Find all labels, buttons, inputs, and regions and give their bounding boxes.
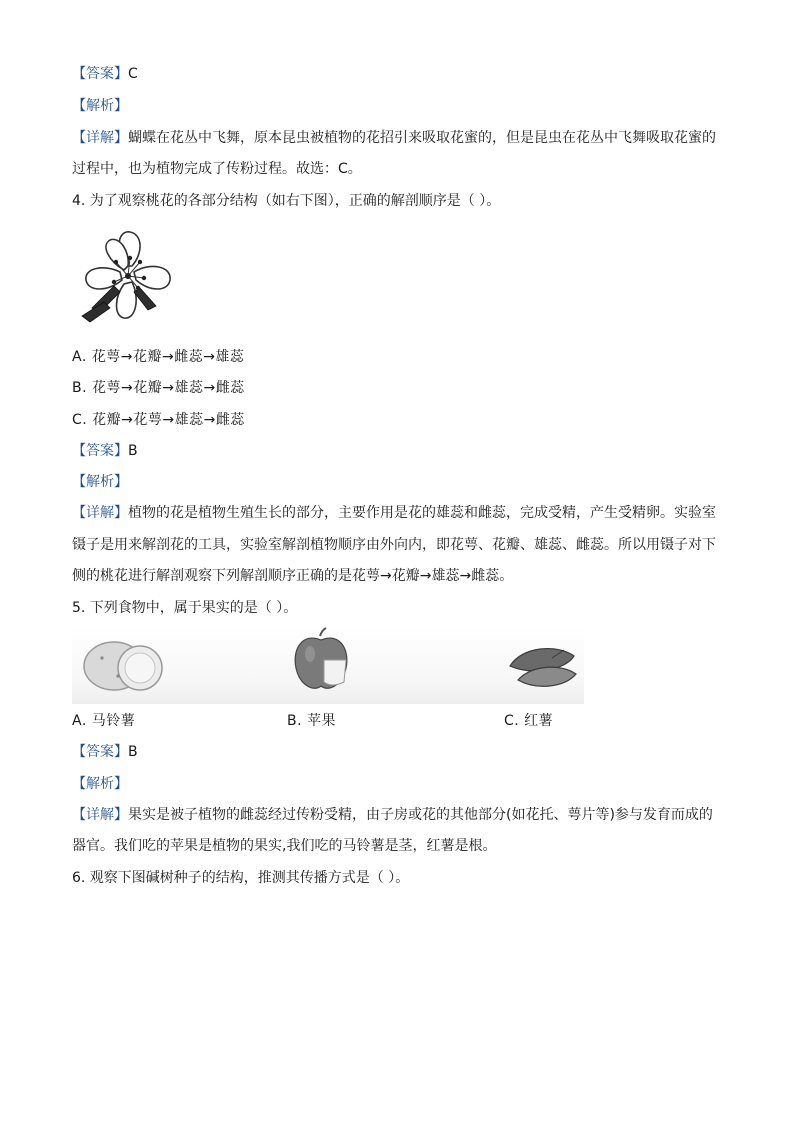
apple-image <box>286 626 356 698</box>
food-images-strip <box>72 624 584 704</box>
q4-analysis-tag: 【解析】 <box>72 474 128 490</box>
q4-detail-line-1 <box>72 503 716 523</box>
q5-option-a: A. 马铃薯 <box>72 713 136 729</box>
q5-detail-line-1 <box>72 805 713 825</box>
peach-blossom-illustration <box>74 222 182 330</box>
q3-detail-line-2: 过程中，也为植物完成了传粉过程。故选：C。 <box>72 161 362 177</box>
q5-answer-line <box>72 742 138 762</box>
q4-option-c: C. 花瓣→花萼→雄蕊→雌蕊 <box>72 412 245 428</box>
answer-tag: 【答案】 <box>72 66 128 82</box>
q5-option-c: C. 红薯 <box>504 713 554 729</box>
answer-value: C <box>128 66 138 82</box>
detail-tag: 【详解】 <box>72 807 128 823</box>
q6-question: 6. 观察下图碱树种子的结构，推测其传播方式是（ ）。 <box>72 870 410 886</box>
q4-answer-line <box>72 441 138 461</box>
peach-blossom-drawing <box>74 222 182 330</box>
detail-tag: 【详解】 <box>72 505 128 521</box>
detail-text: 蝴蝶在花丛中飞舞，原本昆虫被植物的花招引来吸取花蜜的，但是昆虫在花丛中飞舞吸取花蜜的 <box>128 130 716 146</box>
q4-detail-line-2: 镊子是用来解剖花的工具，实验室解剖植物顺序由外向内，即花萼、花瓣、雄蕊、雌蕊。所以用镊子对下 <box>72 537 716 553</box>
q3-detail-line-1 <box>72 128 716 148</box>
answer-tag: 【答案】 <box>72 443 128 459</box>
q4-option-b: B. 花萼→花瓣→雄蕊→雌蕊 <box>72 380 245 396</box>
potato-image <box>78 632 174 696</box>
q4-option-a: A. 花萼→花瓣→雌蕊→雄蕊 <box>72 349 245 365</box>
answer-tag: 【答案】 <box>72 744 128 760</box>
sweet-potato-image <box>502 636 582 692</box>
q4-question: 4. 为了观察桃花的各部分结构（如右下图），正确的解剖顺序是（ ）。 <box>72 193 501 209</box>
answer-value: B <box>128 443 138 459</box>
detail-text: 果实是被子植物的雌蕊经过传粉受精，由子房或花的其他部分(如花托、萼片等)参与发育而成的 <box>128 807 713 823</box>
answer-value: B <box>128 744 138 760</box>
q4-detail-line-3: 侧的桃花进行解剖观察下列解剖顺序正确的是花萼→花瓣→雄蕊→雌蕊。 <box>72 568 514 584</box>
detail-tag: 【详解】 <box>72 130 128 146</box>
q3-answer-line <box>72 64 138 84</box>
q5-option-b: B. 苹果 <box>287 713 337 729</box>
q3-analysis-tag: 【解析】 <box>72 98 128 114</box>
q5-question: 5. 下列食物中，属于果实的是（ ）。 <box>72 600 298 616</box>
q5-detail-line-2: 器官。我们吃的苹果是植物的果实,我们吃的马铃薯是茎，红薯是根。 <box>72 838 497 854</box>
detail-text: 植物的花是植物生殖生长的部分，主要作用是花的雄蕊和雌蕊，完成受精，产生受精卵。实验室 <box>128 505 716 521</box>
q5-analysis-tag: 【解析】 <box>72 776 128 792</box>
